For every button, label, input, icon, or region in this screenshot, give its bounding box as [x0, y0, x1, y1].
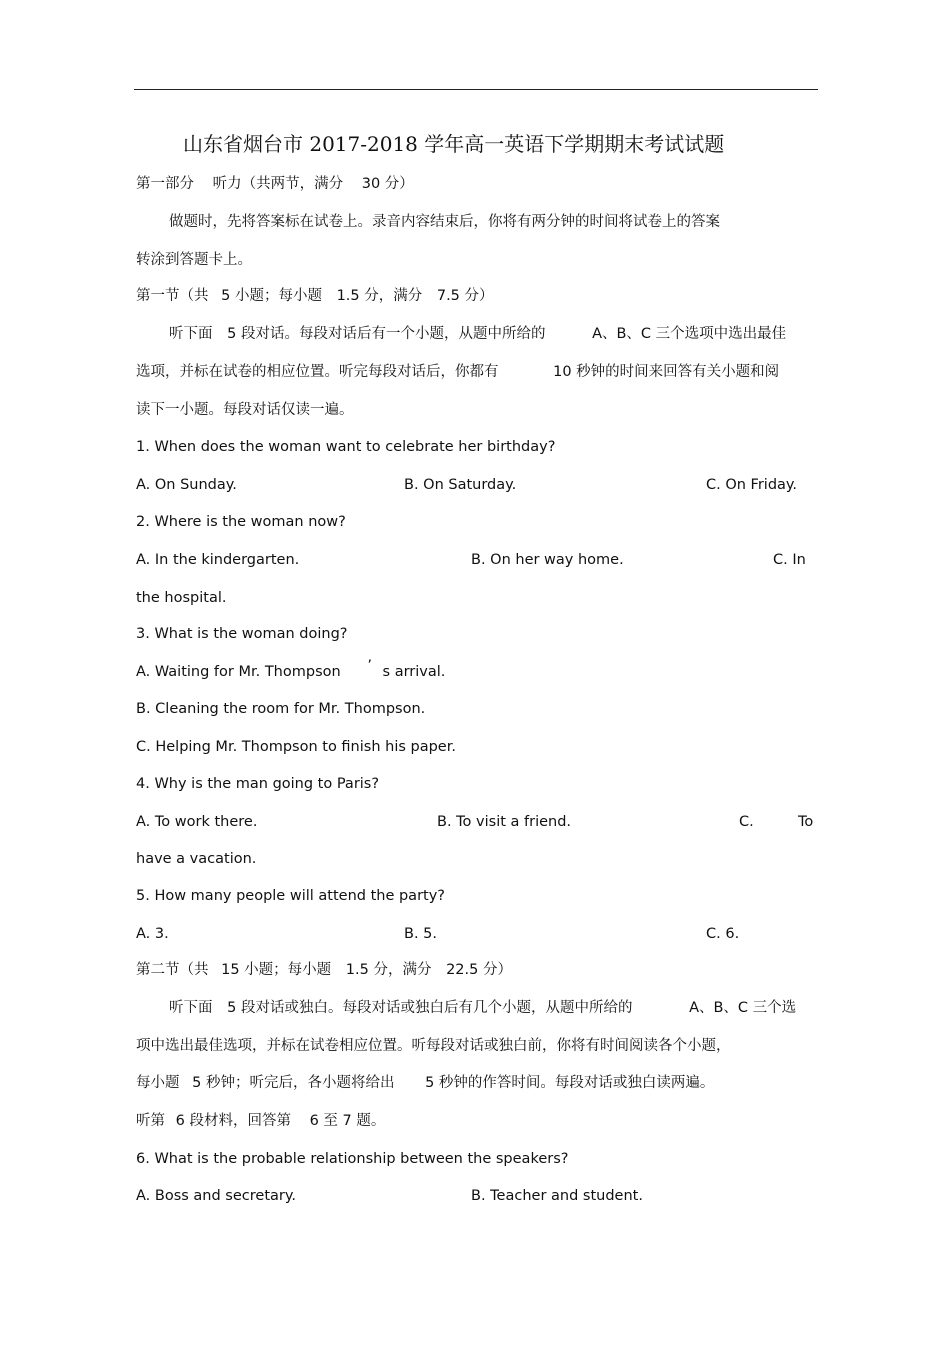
q6-option-a: A. Boss and secretary.	[136, 1188, 296, 1204]
section1-per: 1.5 分，满分	[336, 288, 423, 304]
section1-heading	[136, 286, 494, 306]
section1-total: 7.5 分）	[436, 288, 494, 304]
q2-option-c-start: C. In	[773, 552, 806, 568]
s1i-b: 5 段对话。每段对话后有一个小题，从题中所给的	[227, 326, 546, 342]
listen-6-instruction	[136, 1111, 385, 1131]
section1-instr-line1	[169, 324, 786, 344]
q3-option-b: B. Cleaning the room for Mr. Thompson.	[136, 701, 426, 717]
q5-option-c: C. 6.	[706, 926, 740, 942]
part1-label: 第一部分	[136, 176, 194, 192]
q4-option-c-end: have a vacation.	[136, 851, 257, 867]
s1i-c: A、B、C 三个选项中选出最佳	[592, 326, 787, 342]
q4-option-a: A. To work there.	[136, 814, 258, 830]
s2i-c: A、B、C 三个选	[689, 1000, 797, 1016]
section1-label: 第一节（共	[136, 288, 209, 304]
l6-c: 6 至 7 题。	[309, 1113, 386, 1129]
q2-option-a: A. In the kindergarten.	[136, 552, 300, 568]
part1-heading	[136, 174, 414, 194]
q5-option-a: A. 3.	[136, 926, 169, 942]
part1-score: 30 分）	[361, 176, 414, 192]
q6-option-b: B. Teacher and student.	[471, 1188, 643, 1204]
question-4: 4. Why is the man going to Paris?	[136, 776, 380, 792]
s1i-d: 选项，并标在试卷的相应位置。听完每段对话后，你都有	[136, 364, 499, 380]
section2-count: 15 小题；每小题	[221, 962, 332, 978]
q2-option-b: B. On her way home.	[471, 552, 624, 568]
l6-b: 6 段材料，回答第	[175, 1113, 291, 1129]
q3-option-a	[136, 658, 446, 682]
q4-option-c-label: C.	[739, 814, 754, 830]
q2-option-c-end: the hospital.	[136, 590, 227, 606]
section1-instr-line3: 读下一小题。每段对话仅读一遍。	[136, 402, 354, 418]
s1i-a: 听下面	[169, 326, 213, 342]
q4-option-b: B. To visit a friend.	[437, 814, 572, 830]
page-title: 山东省烟台市 2017-2018 学年高一英语下学期期末考试试题	[183, 132, 725, 156]
section2-heading	[136, 960, 512, 980]
section1-count: 5 小题；每小题	[221, 288, 322, 304]
part1-instruction-line2: 转涂到答题卡上。	[136, 252, 252, 268]
s2i-f: 5 秒钟的作答时间。每段对话或独白读两遍。	[425, 1075, 715, 1091]
question-5: 5. How many people will attend the party?	[136, 888, 445, 904]
question-1: 1. When does the woman want to celebrate her birthday?	[136, 439, 556, 455]
l6-a: 听第	[136, 1113, 165, 1129]
s2i-a: 听下面	[169, 1000, 213, 1016]
top-rule	[134, 89, 818, 90]
section2-per: 1.5 分，满分	[345, 962, 432, 978]
section2-instr-line3	[136, 1073, 714, 1093]
q1-option-b: B. On Saturday.	[404, 477, 517, 493]
section2-total: 22.5 分）	[446, 962, 512, 978]
question-6: 6. What is the probable relationship between the speakers?	[136, 1151, 569, 1167]
s1i-e: 10 秒钟的时间来回答有关小题和阅	[553, 364, 780, 380]
section1-instr-line2	[136, 362, 779, 382]
q3-a-text2: s arrival.	[382, 664, 446, 680]
q3-option-c: C. Helping Mr. Thompson to finish his paper.	[136, 739, 456, 755]
section2-instr-line1	[169, 998, 796, 1018]
part1-instruction-line1: 做题时，先将答案标在试卷上。录音内容结束后，你将有两分钟的时间将试卷上的答案	[169, 214, 720, 230]
part1-listening: 听力（共两节，满分	[212, 176, 344, 192]
s2i-b: 5 段对话或独白。每段对话或独白后有几个小题，从题中所给的	[227, 1000, 633, 1016]
q3-a-apostrophe: ’	[367, 658, 372, 674]
question-2: 2. Where is the woman now?	[136, 514, 346, 530]
s2i-d: 每小题	[136, 1075, 180, 1091]
s2i-e: 5 秒钟；听完后，各小题将给出	[192, 1075, 395, 1091]
section2-instr-line2: 项中选出最佳选项，并标在试卷相应位置。听每段对话或独白前，你将有时间阅读各个小题，	[136, 1038, 731, 1054]
q1-option-a: A. On Sunday.	[136, 477, 237, 493]
question-3: 3. What is the woman doing?	[136, 626, 348, 642]
q4-option-c-start: To	[798, 814, 814, 830]
q5-option-b: B. 5.	[404, 926, 438, 942]
q1-option-c: C. On Friday.	[706, 477, 798, 493]
q3-a-text: A. Waiting for Mr. Thompson	[136, 664, 341, 680]
section2-label: 第二节（共	[136, 962, 209, 978]
